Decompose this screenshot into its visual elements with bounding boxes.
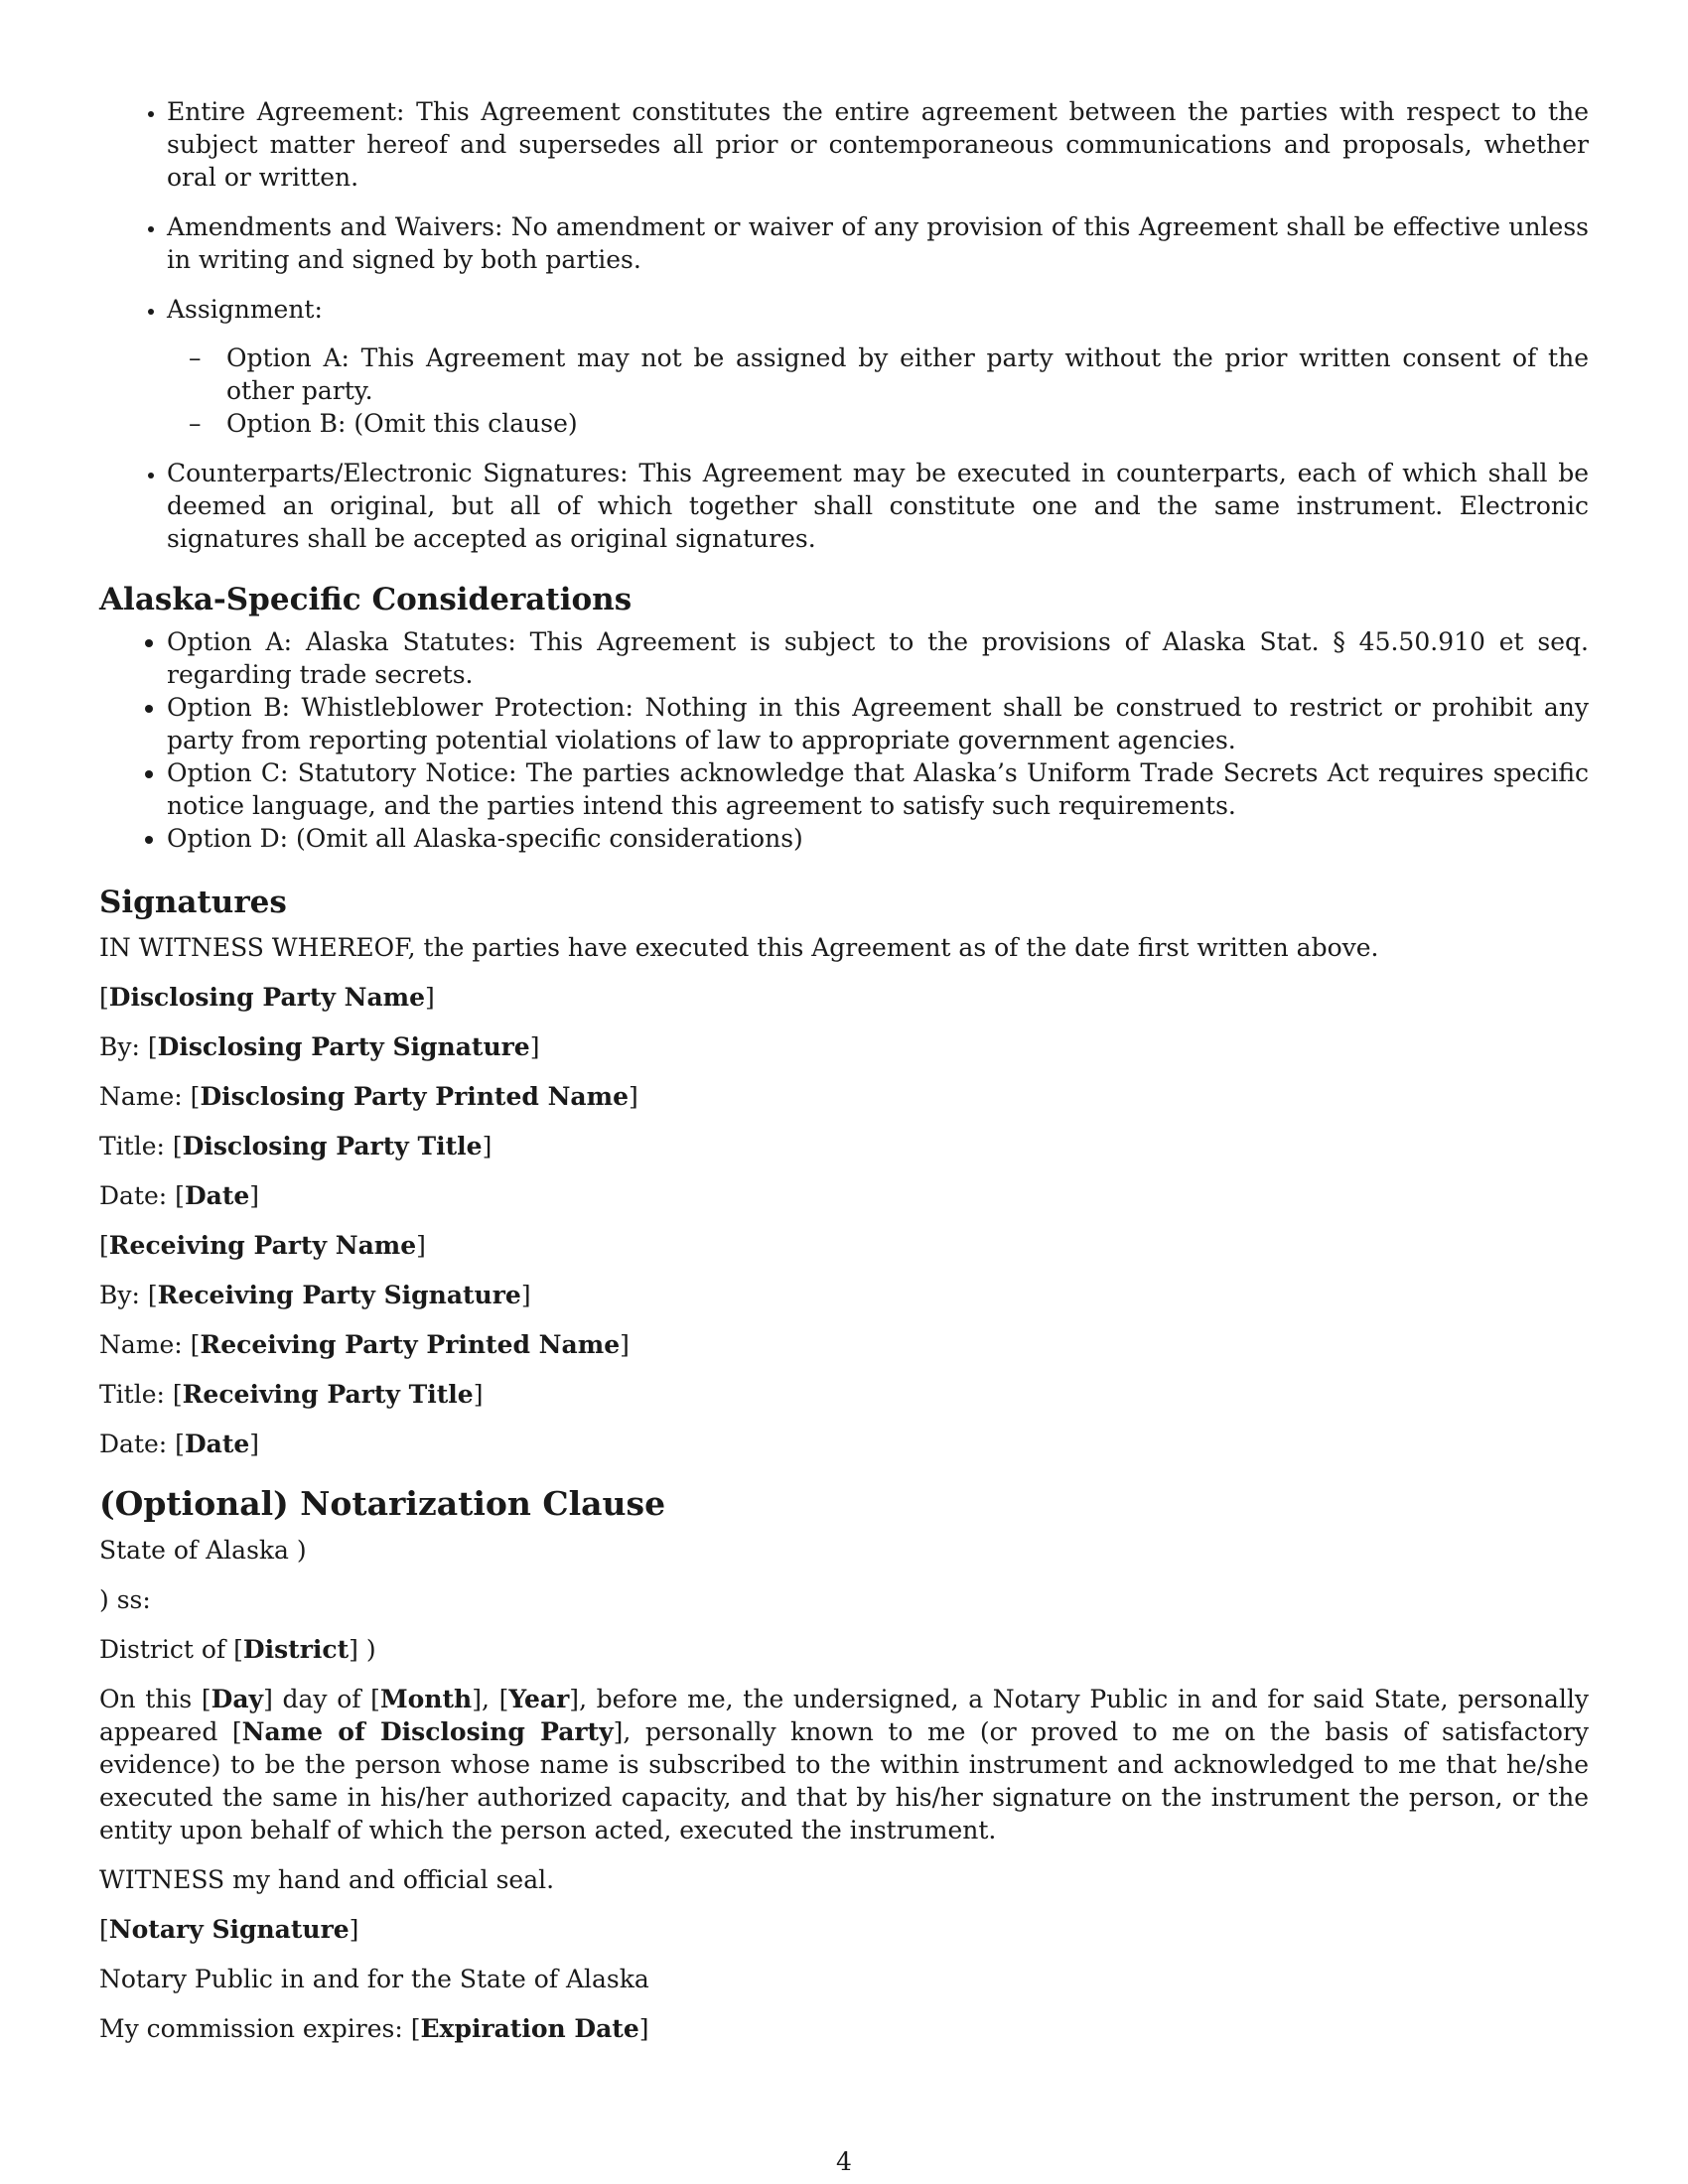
receiving-date-line: Date: [Date] [99,1430,260,1458]
notary-district-line: District of [District] ) [99,1635,376,1664]
entire-agreement-text: This Agreement constitutes the entire agreement between the parties with respect to the subject matter hereof and supersedes all prior or contemporaneous communications and proposals, whether oral or written. [167,97,1589,192]
list-item-assignment [167,293,1589,440]
signatures-heading: Signatures [99,885,287,920]
assignment-label: Assignment: [167,295,323,324]
alaska-heading: Alaska-Specific Considerations [99,582,633,617]
commission-expires-line: My commission expires: [Expiration Date] [99,2014,649,2043]
notary-acknowledgment: On this [Day] day of [Month], [Year], before me, the undersigned, a Notary Public in and for said State, personally appeared [Name of Disclosing Party], personally known to me (or proved to me on the basis of satisfactory evidence) to be the person whose name is subscribed to the within instrument and acknowledged to me that he/she executed the same in his/her authorized capacity, and that by his/her signature on the instrument the person, or the entity upon behalf of which the person acted, executed the instrument. [99,1685,1589,1844]
list-item-counterparts [167,457,1589,555]
counterparts-label: Counterparts/Electronic Signatures: [167,459,629,487]
notary-signature-line: [Notary Signature] [99,1915,359,1944]
receiving-by-line: By: [Receiving Party Signature] [99,1281,531,1309]
alaska-option-a: • Option A: Alaska Statutes: This Agreement is subject to the provisions of Alaska Stat. § 45.50.910 et seq. regarding trade secrets. [167,625,1589,691]
receiving-name-line: Name: [Receiving Party Printed Name] [99,1330,630,1359]
receiving-title-line: Title: [Receiving Party Title] [99,1380,484,1409]
notary-ss-line: ) ss: [99,1585,151,1614]
entire-agreement-label: Entire Agreement: [167,97,405,126]
counterparts-text: This Agreement may be executed in counterparts, each of which shall be deemed an original, but all of which together shall constitute one and the same instrument. Electronic signatures shall be accepted as original signatures. [167,459,1590,553]
notary-signature-placeholder: Notary Signature [108,1915,350,1944]
list-item-entire-agreement [167,95,1589,194]
alaska-options-list [99,625,1589,855]
general-provisions-list [99,95,1589,555]
amendments-label: Amendments and Waivers: [167,212,503,241]
assignment-option-b: – Option B: (Omit this clause) [226,407,1589,440]
amendments-text: No amendment or waiver of any provision of this Agreement shall be effective unless in writing and signed by both parties. [167,212,1589,274]
receiving-party-placeholder: Receiving Party Name [108,1231,417,1260]
disclosing-party-name: [Disclosing Party Name] [99,983,435,1012]
disclosing-party-placeholder: Disclosing Party Name [108,983,426,1012]
year-placeholder: Year [508,1685,570,1713]
witness-statement: IN WITNESS WHEREOF, the parties have executed this Agreement as of the date first written above. [99,933,1379,962]
disclosing-date-line: Date: [Date] [99,1181,260,1210]
receiving-title-placeholder: Receiving Party Title [182,1380,474,1409]
expiration-date-placeholder: Expiration Date [420,2014,639,2043]
receiving-printed-name-placeholder: Receiving Party Printed Name [200,1330,621,1359]
district-placeholder: District [242,1635,350,1664]
disclosing-title-line: Title: [Disclosing Party Title] [99,1132,492,1160]
disclosing-title-placeholder: Disclosing Party Title [182,1132,483,1160]
notary-witness-line: WITNESS my hand and official seal. [99,1865,555,1894]
notary-public-line: Notary Public in and for the State of Alaska [99,1965,649,1993]
page-number: 4 [836,2147,852,2176]
day-placeholder: Day [211,1685,264,1713]
alaska-option-d: • Option D: (Omit all Alaska-specific considerations) [167,822,1589,855]
alaska-option-b: • Option B: Whistleblower Protection: Nothing in this Agreement shall be construed to restrict or prohibit any party from reporting potential violations of law to appropriate government agencies. [167,691,1589,756]
disclosing-name-line: Name: [Disclosing Party Printed Name] [99,1082,638,1111]
disclosing-party-name-placeholder: Name of Disclosing Party [241,1717,614,1746]
receiving-date-placeholder: Date [184,1430,250,1458]
notarization-heading: (Optional) Notarization Clause [99,1484,666,1523]
document-page [99,95,1589,2062]
assignment-options [167,341,1589,440]
receiving-party-name: [Receiving Party Name] [99,1231,426,1260]
disclosing-signature-placeholder: Disclosing Party Signature [157,1032,530,1061]
disclosing-printed-name-placeholder: Disclosing Party Printed Name [200,1082,629,1111]
notary-state-line: State of Alaska ) [99,1536,307,1565]
month-placeholder: Month [379,1685,473,1713]
disclosing-by-line: By: [Disclosing Party Signature] [99,1032,540,1061]
alaska-option-c: • Option C: Statutory Notice: The parties acknowledge that Alaska’s Uniform Trade Secrets Act requires specific notice language, and the parties intend this agreement to satisfy such requirements. [167,756,1589,822]
receiving-signature-placeholder: Receiving Party Signature [157,1281,521,1309]
list-item-amendments [167,210,1589,276]
disclosing-date-placeholder: Date [184,1181,250,1210]
assignment-option-a: – Option A: This Agreement may not be assigned by either party without the prior written consent of the other party. [226,341,1589,407]
